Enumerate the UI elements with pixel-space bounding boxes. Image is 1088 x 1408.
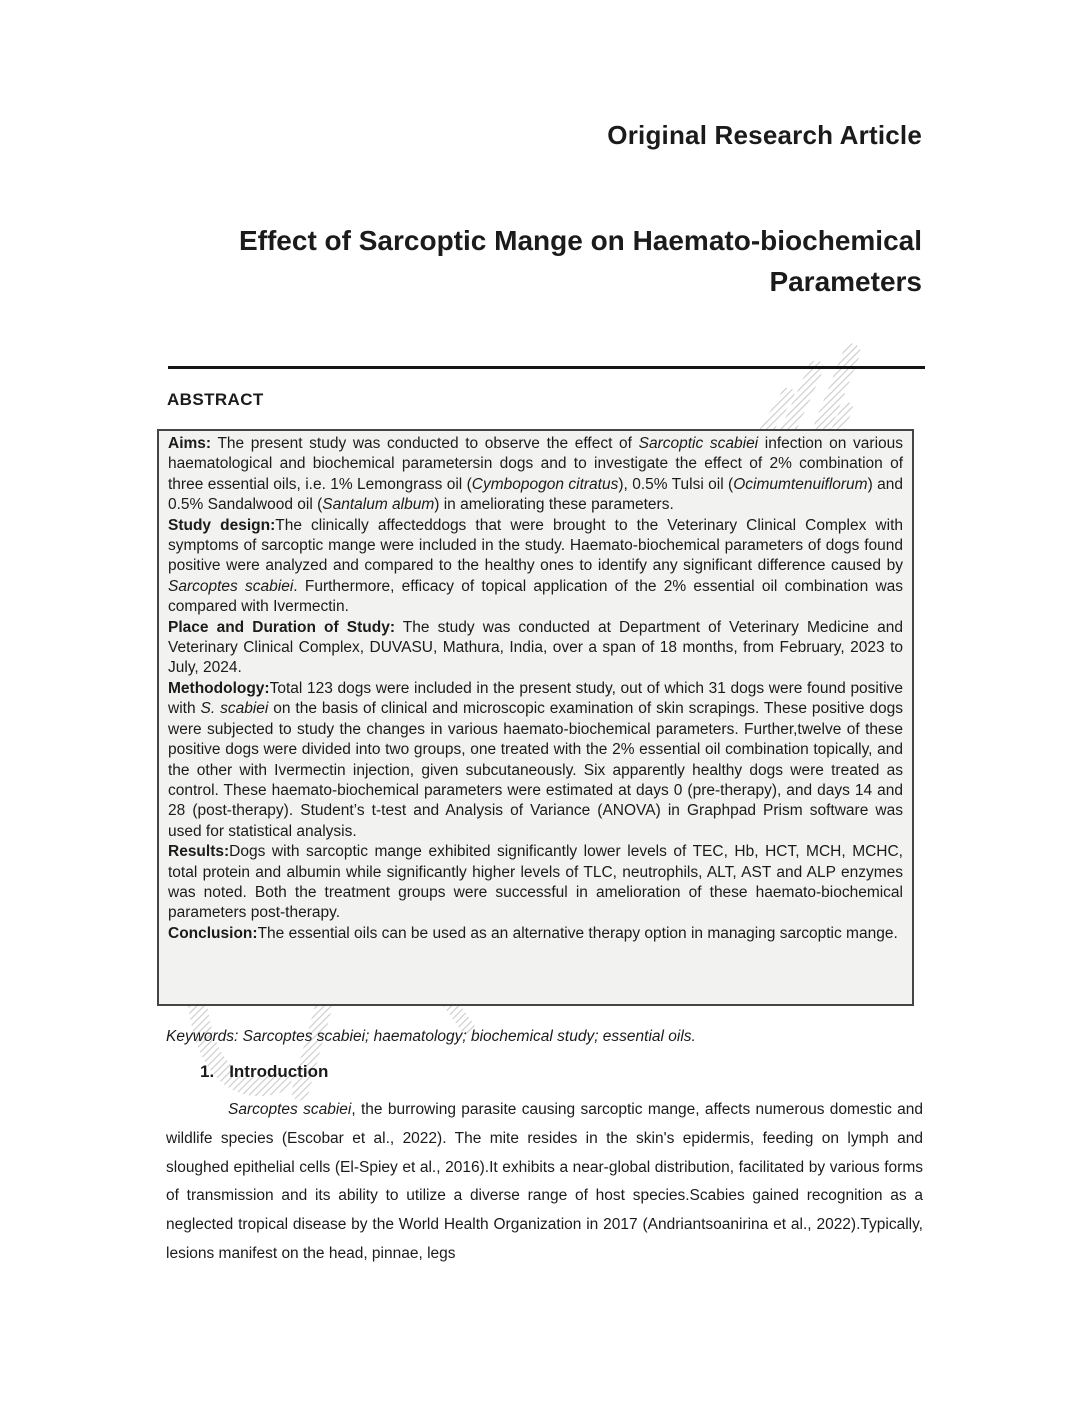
abstract-section-label: Place and Duration of Study: bbox=[168, 618, 395, 636]
text-segment: S. scabiei bbox=[200, 700, 269, 718]
text-segment: Dogs with sarcoptic mange exhibited significantly lower levels of TEC, Hb, HCT, MCH, MCHC, total protein and albumin while significantly higher levels of TLC, neutrophils, ALT, AST and ALP enzymes was noted. Both the treatment groups were successful in amelioration of these haemato-biochemical parameters post-therapy. bbox=[168, 843, 903, 922]
text-segment: Sarcoptes scabiei bbox=[228, 1101, 352, 1118]
paper-title-line-2: Parameters bbox=[769, 266, 922, 297]
paper-title bbox=[166, 220, 922, 302]
abstract-section bbox=[168, 618, 903, 679]
abstract-section bbox=[168, 516, 903, 618]
text-segment: . Furthermore, efficacy of topical application of the 2% essential oil combination was compared with Ivermectin. bbox=[168, 577, 904, 616]
introduction-heading-label: Introduction bbox=[229, 1062, 329, 1081]
abstract-section-label: Study design: bbox=[168, 516, 276, 534]
abstract-section bbox=[168, 924, 903, 944]
keywords-line: Keywords: Sarcoptes scabiei; haematology; biochemical study; essential oils. bbox=[166, 1028, 696, 1045]
text-segment: The clinically affecteddogs that were brought to the Veterinary Clinical Complex with symptoms of sarcoptic mange were included in the study. Haemato-biochemical parameters of dogs found positive were analyzed and compared to the healthy ones to identify any significant difference caused by bbox=[168, 516, 903, 575]
section-divider-rule bbox=[168, 366, 925, 369]
introduction-paragraph bbox=[166, 1096, 923, 1269]
text-segment: Ocimumtenuiflorum bbox=[733, 475, 868, 493]
abstract-box bbox=[157, 429, 914, 1006]
text-segment: Total 123 dogs were included in the present study, out of which 31 dogs were found positive with bbox=[168, 679, 903, 718]
text-segment: , the burrowing parasite causing sarcoptic mange, affects numerous domestic and wildlife species (Escobar et al., 2022). The mite resides in the skin's epidermis, feeding on lymph and sloughed epithelial cells (El-Spiey et al., 2016).It exhibits a near-global distribution, facilitated by various forms of transmission and its ability to utilize a diverse range of host species.Scabies gained recognition as a neglected tropical disease by the World Health Organization in 2017 (Andriantsoanirina et al., 2022).Typically, lesions manifest on the head, pinnae, legs bbox=[166, 1101, 924, 1262]
abstract-section-label: Methodology: bbox=[168, 679, 270, 697]
text-segment: Santalum album bbox=[322, 496, 435, 514]
abstract-section-label: Results: bbox=[168, 843, 230, 861]
abstract-section bbox=[168, 679, 903, 842]
abstract-section bbox=[168, 842, 903, 924]
introduction-heading-number: 1. bbox=[200, 1062, 215, 1081]
introduction-heading bbox=[200, 1062, 328, 1082]
text-segment: ) and 0.5% Sandalwood oil ( bbox=[168, 475, 903, 514]
text-segment: infection on various haematological and biochemical parametersin dogs and to investigate the effect of 2% combination of three essential oils, i.e. 1% Lemongrass oil ( bbox=[168, 435, 904, 493]
abstract-sections bbox=[168, 434, 903, 944]
text-segment: Sarcoptic scabiei bbox=[638, 435, 759, 452]
text-segment: ) in ameliorating these parameters. bbox=[434, 496, 674, 514]
abstract-section-label: Aims: bbox=[168, 435, 212, 452]
paper-title-line-1: Effect of Sarcoptic Mange on Haemato-biochemical bbox=[238, 225, 922, 256]
text-segment: Cymbopogon citratus bbox=[471, 475, 619, 493]
text-segment: The present study was conducted to observe the effect of bbox=[211, 435, 639, 452]
abstract-heading: ABSTRACT bbox=[167, 390, 264, 409]
text-segment: The study was conducted at Department of Veterinary Medicine and Veterinary Clinical Complex, DUVASU, Mathura, India, over a span of 18 months, from February, 2023 to July, 2024. bbox=[168, 618, 903, 677]
abstract-section bbox=[168, 434, 903, 516]
text-segment: on the basis of clinical and microscopic examination of skin scrapings. These positive dogs were subjected to study the changes in various haemato-biochemical parameters. Further,twelve of these positive dogs were divided into two groups, one treated with the 2% essential oil combination topically, and the other with Ivermectin injection, given subcutaneously. Six apparently healthy dogs were treated as control. These haemato-biochemical parameters were estimated at days 0 (pre-therapy), and days 14 and 28 (post-therapy). Student’s t-test and Analysis of Variance (ANOVA) in Graphpad Prism software was used for statistical analysis. bbox=[168, 700, 904, 840]
text-segment: ), 0.5% Tulsi oil ( bbox=[618, 475, 734, 493]
text-segment: Sarcoptes scabiei bbox=[168, 577, 294, 595]
text-segment: The essential oils can be used as an alternative therapy option in managing sarcoptic mange. bbox=[257, 924, 898, 942]
article-type-heading: Original Research Article bbox=[607, 120, 922, 150]
abstract-section-label: Conclusion: bbox=[168, 924, 258, 942]
